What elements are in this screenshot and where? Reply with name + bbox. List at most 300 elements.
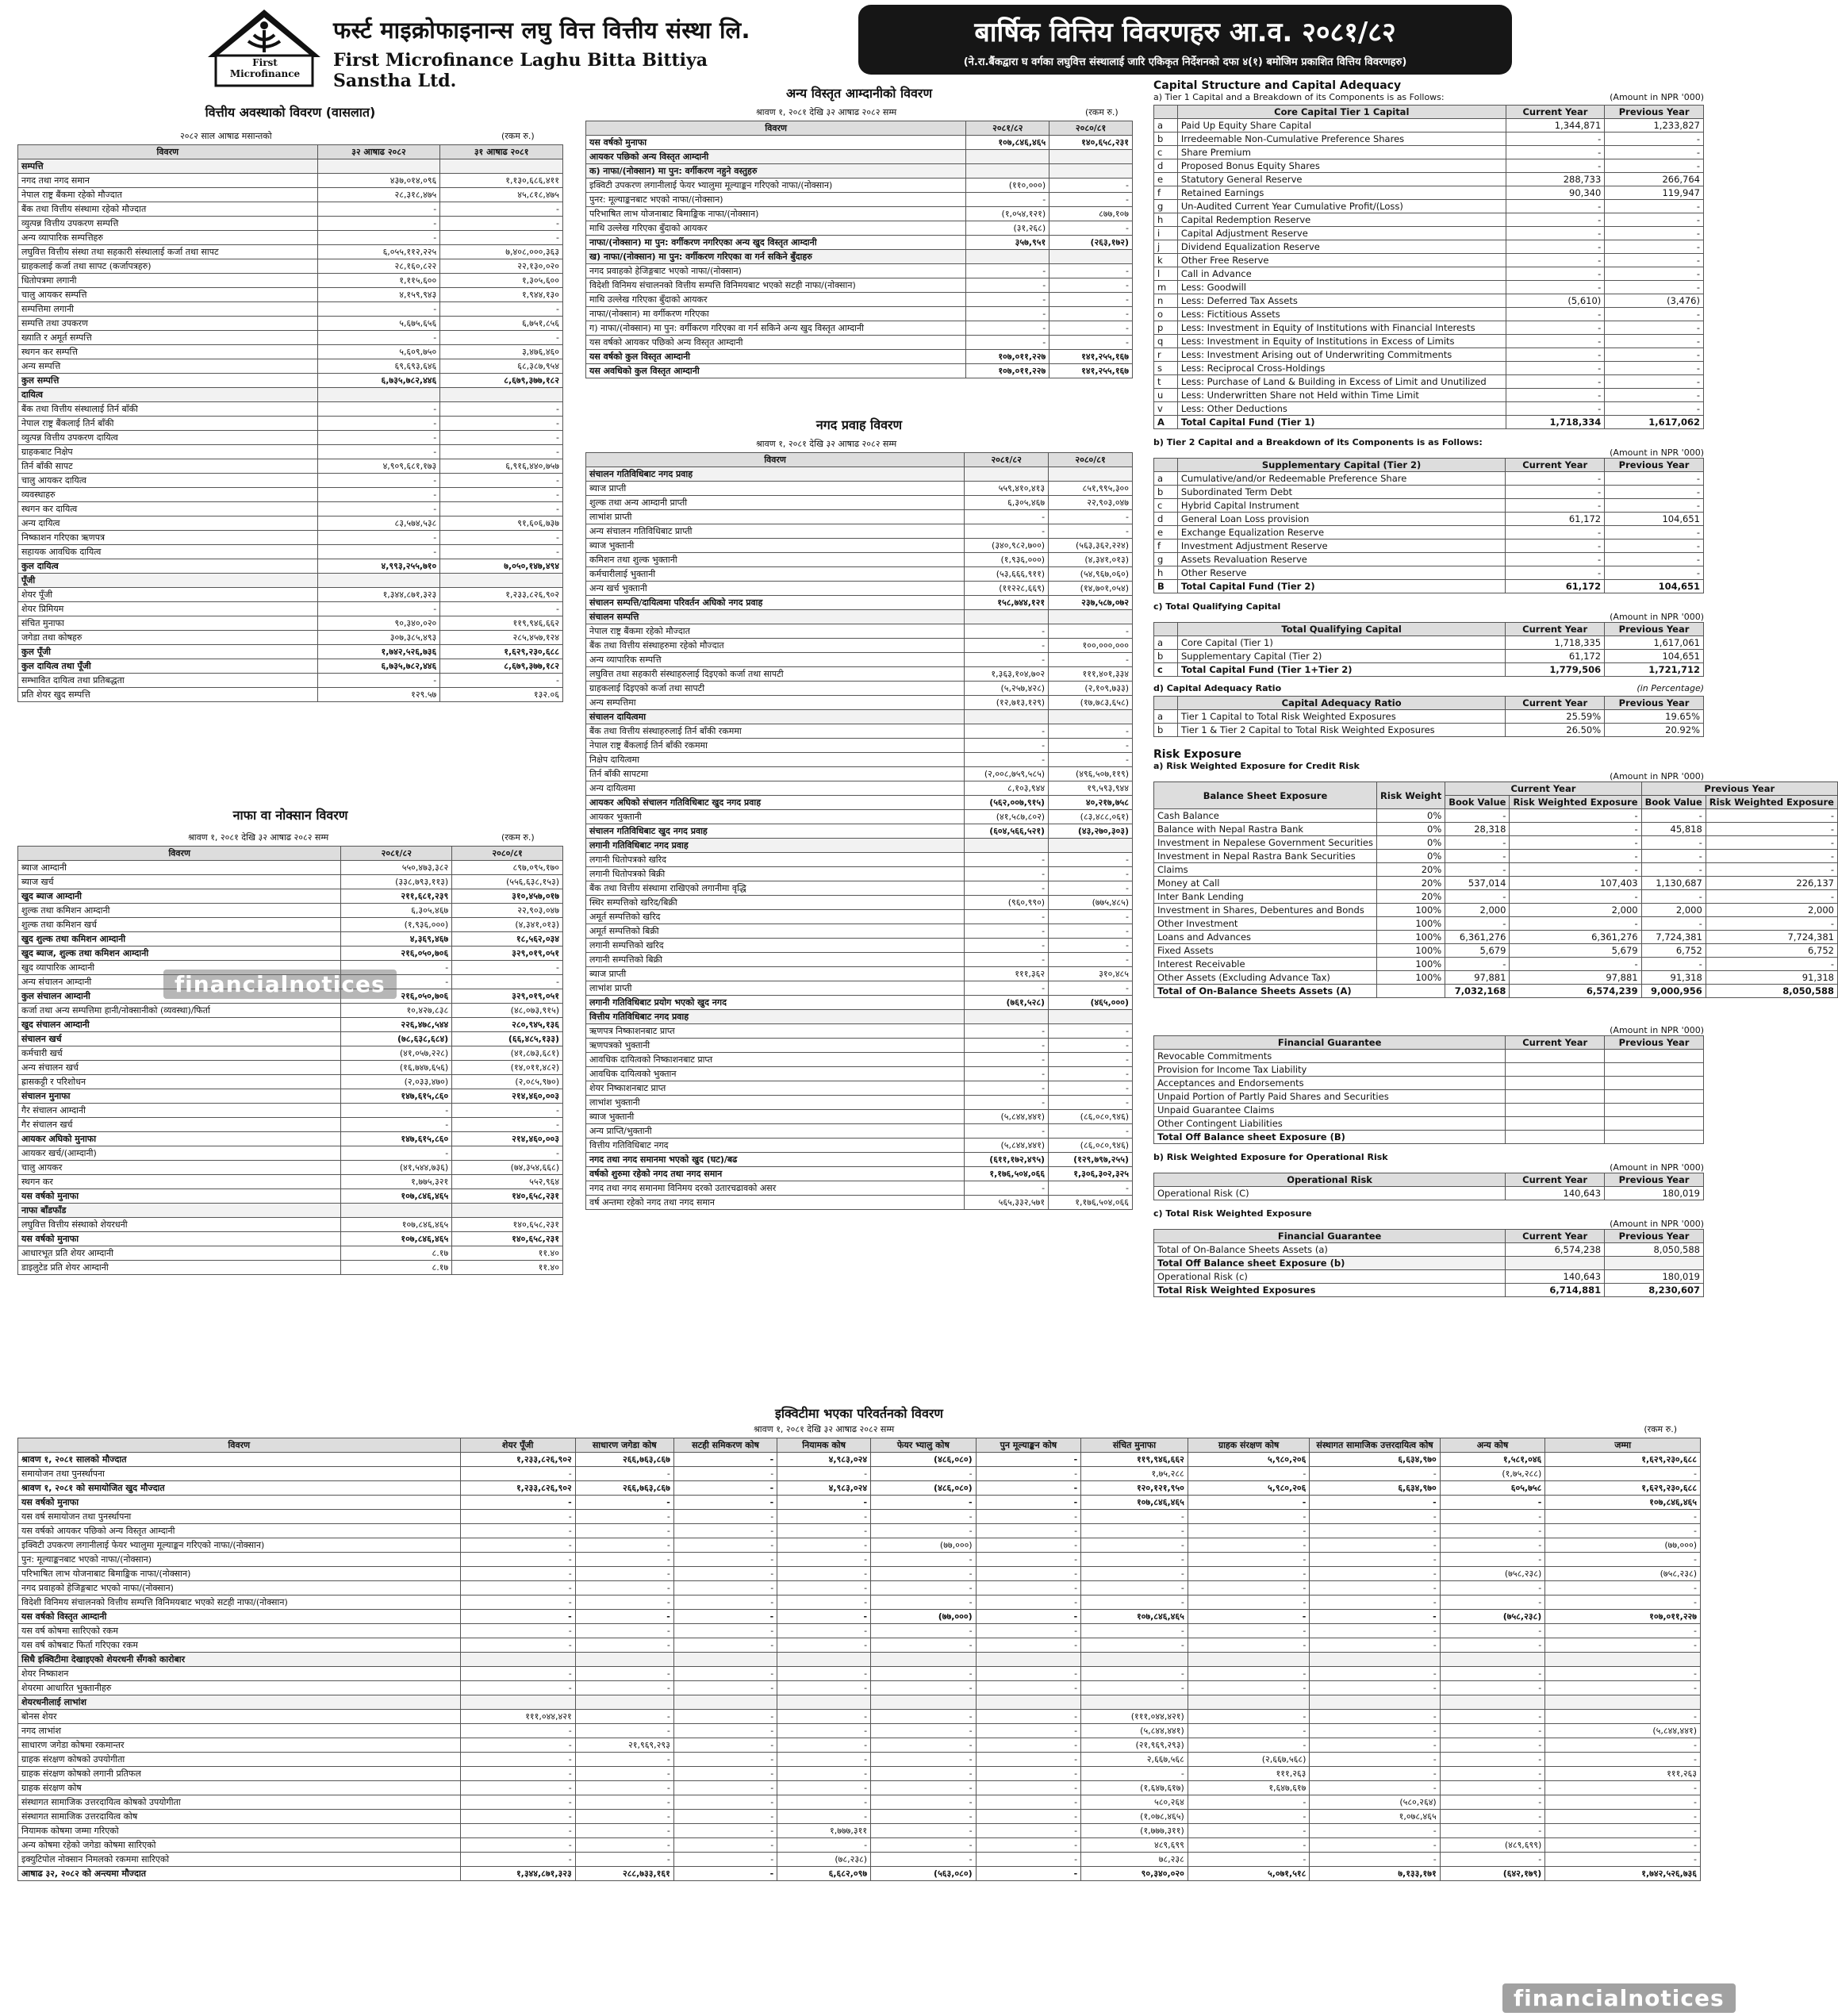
cell-value: -	[1049, 1039, 1133, 1053]
cell-value: (5,610)	[1506, 294, 1605, 308]
cell-value	[1605, 1050, 1704, 1063]
table-row	[586, 781, 1133, 796]
company-name-en: First Microfinance Laghu Bitta Bittiya Sanstha Ltd.	[333, 50, 708, 91]
cell-value	[1049, 250, 1133, 264]
row-label: Claims	[1154, 863, 1377, 877]
cell-value: २८८,७३३,१६१	[575, 1867, 673, 1881]
table-row	[18, 1638, 1701, 1653]
row-label: अन्य संचालन खर्च	[18, 1061, 341, 1075]
cell-value: (४१,०५७,२२८)	[341, 1046, 452, 1061]
cell-value: 7,032,168	[1445, 985, 1510, 998]
cell-value: 100%	[1377, 917, 1445, 931]
cell-value: -	[871, 1567, 977, 1581]
cell-value: (४८६,०८०)	[871, 1453, 977, 1467]
row-label: निक्षेप दायित्वमा	[586, 753, 965, 767]
row-label: कुल संचालन आम्दानी	[18, 989, 341, 1004]
tq-unit: (Amount in NPR '000)	[1610, 612, 1704, 622]
cell-value	[965, 710, 1049, 724]
table-row	[1154, 294, 1704, 308]
table-row	[586, 150, 1133, 164]
cell-value: ३,४७६,४६०	[440, 345, 563, 359]
row-label: विदेशी विनिमय संचालनको वित्तीय सम्पत्ति विनिमयबाट भएको सटही नाफा/(नोक्सान)	[586, 278, 966, 293]
cell-value: 104,651	[1605, 650, 1704, 663]
table-row	[18, 659, 563, 674]
cell-value: १,७७७,३११	[777, 1824, 871, 1838]
equity-changes-section	[17, 1404, 1701, 1881]
cell-value: -	[1605, 486, 1704, 499]
cell-value: 5,679	[1510, 944, 1641, 958]
cell-value	[871, 1653, 977, 1667]
cell-value: -	[673, 1681, 777, 1695]
cell-value: (८६,०८०,९४६)	[1049, 1110, 1133, 1124]
row-label: लघुवित्त तथा सहकारी संस्थाहरुलाई दिइएको कर्जा तथा सापटी	[586, 667, 965, 682]
cell-value: १,३०६,३०२,३२५	[1049, 1167, 1133, 1181]
column-header: विवरण	[18, 847, 341, 861]
cell-value: -	[440, 531, 563, 545]
cell-value: -	[1049, 510, 1133, 524]
row-label: स्थगन कर दायित्व	[18, 502, 318, 516]
cell-value: -	[965, 981, 1049, 996]
cell-value: -	[1445, 958, 1510, 971]
table-row	[586, 924, 1133, 939]
row-label: b	[1154, 650, 1178, 663]
row-label: ग) नाफा/(नोक्सान) मा पुन: वर्गीकरण गरिएका वा गर्न सकिने अन्य खुद विस्तृत आम्दानी	[586, 321, 966, 336]
cell-value: Other Free Reserve	[1177, 254, 1506, 267]
oci-date: श्रावण १, २०८१ देखि ३२ आषाढ २०८२ सम्म	[756, 107, 897, 117]
table-row	[18, 331, 563, 345]
cell-value: -	[1081, 1510, 1188, 1524]
table-row	[1154, 416, 1704, 429]
credit-unit: (Amount in NPR '000)	[1610, 771, 1704, 781]
cell-value: -	[673, 1867, 777, 1881]
table-row	[1154, 119, 1704, 132]
cell-value: -	[452, 1146, 563, 1161]
cell-value: (७८,२३८)	[777, 1853, 871, 1867]
cell-value: -	[871, 1510, 977, 1524]
column-header: २०८१/८२	[966, 121, 1049, 136]
row-label: वित्तीय गतिविधिबाट नगद	[586, 1139, 965, 1153]
cell-value: 19.65%	[1605, 710, 1704, 724]
cell-value: -	[1310, 1467, 1440, 1481]
cell-value: (४८६,०८०)	[871, 1481, 977, 1496]
cell-value: -	[1440, 1824, 1545, 1838]
cell-value: 0%	[1377, 836, 1445, 850]
company-name-np: फर्स्ट माइक्रोफाइनान्स लघु वित्त वित्तीय संस्था लि.	[333, 17, 750, 44]
row-label: आयकर अघिको मुनाफा	[18, 1132, 341, 1146]
row-label: कर्मचारी खर्च	[18, 1046, 341, 1061]
cell-value: -	[1445, 809, 1510, 823]
cell-value: -	[1545, 1753, 1701, 1767]
cell-value: 20%	[1377, 877, 1445, 890]
equity-table	[17, 1438, 1701, 1881]
column-header: Previous Year	[1605, 459, 1704, 472]
cell-value: -	[1188, 1638, 1310, 1653]
table-row	[18, 1218, 563, 1232]
cell-value: -	[1545, 1624, 1701, 1638]
cell-value	[1081, 1653, 1188, 1667]
cell-value: १११,४०१,३३४	[1049, 667, 1133, 682]
cell-value: १,५८१,०४६	[1440, 1453, 1545, 1467]
row-label: ग्राहकलाई कर्जा तथा सापट (कर्जापत्रहरु)	[18, 259, 318, 274]
table-row	[1154, 513, 1704, 526]
cell-value: -	[460, 1781, 575, 1795]
row-label: स्थगन कर	[18, 1175, 341, 1189]
row-label: बैंक तथा वित्तीय संस्थामा रहेको मौज्दात	[18, 202, 318, 217]
cell-value: -	[575, 1610, 673, 1624]
table-row	[1154, 553, 1704, 566]
table-row	[586, 350, 1133, 364]
cell-value: -	[1506, 146, 1605, 159]
table-row	[18, 1032, 563, 1046]
cell-value: -	[965, 739, 1049, 753]
cell-value: -	[1506, 281, 1605, 294]
cell-value	[976, 1653, 1081, 1667]
row-label: ब्याज भुक्तानी	[586, 539, 965, 553]
row-label: पुन: मूल्याङ्कनबाट भएको नाफा/(नोक्सान)	[18, 1553, 461, 1567]
column-header: Current Year	[1506, 1230, 1605, 1243]
column-header: Financial Guarantee	[1154, 1036, 1506, 1050]
cell-value: -	[1506, 472, 1605, 486]
table-row	[18, 531, 563, 545]
cell-value: -	[1049, 939, 1133, 953]
table-row	[586, 1181, 1133, 1196]
cell-value: -	[871, 1753, 977, 1767]
row-label: तिर्न बाँकी सापटमा	[586, 767, 965, 781]
cell-value: 8,230,607	[1605, 1284, 1704, 1297]
row-label: पूँजी	[18, 574, 318, 588]
row-label: शुल्क तथा कमिशन खर्च	[18, 918, 341, 932]
cell-value: (२,००८,७५९,५८५)	[965, 767, 1049, 781]
equity-unit: (रकम रु.)	[1644, 1424, 1677, 1434]
column-header: शेयर पूँजी	[460, 1438, 575, 1453]
cell-value: -	[1188, 1567, 1310, 1581]
cell-value	[1605, 1117, 1704, 1131]
cell-value: -	[317, 202, 440, 217]
row-label: ग्राहक संरक्षण कोषको लगानी प्रतिफल	[18, 1767, 461, 1781]
row-label: लाभांश भुक्तानी	[586, 1096, 965, 1110]
cell-value: -	[1545, 1638, 1701, 1653]
cell-value: २१,९६९,२९३	[575, 1738, 673, 1753]
row-label: स्थगन कर सम्पत्ति	[18, 345, 318, 359]
column-header: Current Year	[1506, 623, 1605, 636]
row-label: खुद ब्याज आम्दानी	[18, 889, 341, 904]
table-row	[18, 1261, 563, 1275]
cell-value: -	[1445, 890, 1510, 904]
table-row	[18, 947, 563, 961]
table-row	[18, 1810, 1701, 1824]
table-row	[1154, 958, 1838, 971]
row-label: नगद प्रवाहको हेजिङ्गबाट भएको नाफा/(नोक्सान)	[586, 264, 966, 278]
cell-value	[575, 1653, 673, 1667]
cell-value: -	[1310, 1781, 1440, 1795]
cell-value: -	[871, 1624, 977, 1638]
table-row	[18, 1524, 1701, 1538]
cell-value: -	[1605, 281, 1704, 294]
cell-value: -	[871, 1824, 977, 1838]
cell-value: -	[1641, 863, 1706, 877]
total-qualifying-title: c) Total Qualifying Capital	[1153, 601, 1281, 612]
row-label: खुद संचालन आम्दानी	[18, 1018, 341, 1032]
cell-value: १४१,२५५,१६७	[1049, 350, 1133, 364]
table-row	[18, 445, 563, 459]
cell-value: -	[777, 1738, 871, 1753]
row-label: अन्य प्राप्ति/भुक्तानी	[586, 1124, 965, 1139]
table-row	[18, 1653, 1701, 1667]
car-title: d) Capital Adequacy Ratio	[1153, 683, 1282, 693]
profit-loss-unit: (रकम रु.)	[501, 832, 535, 843]
cell-value: -	[317, 445, 440, 459]
table-row	[18, 474, 563, 488]
table-row	[1154, 890, 1838, 904]
cell-value: ४,१५९,९४३	[317, 288, 440, 302]
cell-value: Less: Purchase of Land & Building in Excess of Limit and Unutilized	[1177, 375, 1506, 389]
table-row	[586, 221, 1133, 236]
cell-value: 226,137	[1706, 877, 1837, 890]
cell-value: -	[1081, 1624, 1188, 1638]
cell-value: -	[965, 1181, 1049, 1196]
cell-value: -	[1605, 200, 1704, 213]
row-label: नगद तथा नगद समानमा विनिमय दरको उतारचढावको असर	[586, 1181, 965, 1196]
cell-value: -	[1506, 132, 1605, 146]
row-label: c	[1154, 146, 1178, 159]
cell-value: -	[673, 1610, 777, 1624]
row-label: संचालन मुनाफा	[18, 1089, 341, 1104]
table-row	[586, 810, 1133, 824]
cell-value: -	[440, 488, 563, 502]
cell-value: २२,९०३,०४७	[452, 904, 563, 918]
cell-value	[1545, 1695, 1701, 1710]
column-header: विवरण	[586, 121, 966, 136]
table-row	[1154, 227, 1704, 240]
cell-value: ३५७,९५१	[966, 236, 1049, 250]
cell-value: -	[1049, 881, 1133, 896]
cell-value: २११,६८१,२३९	[341, 889, 452, 904]
table-row	[586, 467, 1133, 482]
cell-value: -	[1510, 958, 1641, 971]
cell-value: -	[966, 193, 1049, 207]
balance-sheet-table	[17, 144, 563, 702]
cell-value	[1506, 1050, 1605, 1063]
cell-value: -	[440, 545, 563, 559]
cell-value: -	[1510, 836, 1641, 850]
row-label: संस्थागत सामाजिक उत्तरदायित्व कोष	[18, 1810, 461, 1824]
cell-value: -	[1605, 159, 1704, 173]
table-row	[586, 953, 1133, 967]
cell-value: १,२३३,८२६,९०२	[440, 588, 563, 602]
cell-value: (४,३४१,०१३)	[1049, 553, 1133, 567]
row-label: अमूर्त सम्पत्तिको बिक्री	[586, 924, 965, 939]
cell-value: -	[1506, 240, 1605, 254]
balance-sheet-date: २०८२ साल आषाढ मसान्तको	[180, 131, 272, 141]
table-row	[18, 388, 563, 402]
cell-value: -	[673, 1781, 777, 1795]
table-row	[586, 653, 1133, 667]
cell-value: -	[976, 1853, 1081, 1867]
row-label: Operational Risk (c)	[1154, 1270, 1506, 1284]
cell-value: -	[317, 474, 440, 488]
table-row	[1154, 499, 1704, 513]
cell-value: -	[1310, 1667, 1440, 1681]
cell-value	[1605, 1090, 1704, 1104]
cell-value: (१,०५४,१२१)	[966, 207, 1049, 221]
table-row	[18, 1481, 1701, 1496]
cell-value	[1605, 1257, 1704, 1270]
table-row	[18, 174, 563, 188]
cell-value: -	[440, 602, 563, 616]
cell-value: -	[575, 1581, 673, 1596]
cell-value: -	[341, 1146, 452, 1161]
table-row	[1154, 1077, 1704, 1090]
cell-value: -	[317, 545, 440, 559]
cell-value: (१४,७०१,०५४)	[1049, 582, 1133, 596]
cell-value: (२६३,१७२)	[1049, 236, 1133, 250]
cell-value: -	[673, 1467, 777, 1481]
cell-value: -	[1188, 1810, 1310, 1824]
table-row	[1154, 1270, 1704, 1284]
table-row	[18, 918, 563, 932]
cell-value: (६०४,५६६,५२१)	[965, 824, 1049, 839]
row-label: शेयर निष्काशन	[18, 1667, 461, 1681]
row-label: लाभांश प्राप्ती	[586, 510, 965, 524]
cell-value: -	[1049, 293, 1133, 307]
cell-value: 1,344,871	[1506, 119, 1605, 132]
cell-value: -	[1641, 850, 1706, 863]
table-row	[586, 981, 1133, 996]
cell-value: १११,२६३	[1188, 1767, 1310, 1781]
cell-value: -	[871, 1710, 977, 1724]
cell-value: -	[460, 1581, 575, 1596]
cell-value	[1081, 1695, 1188, 1710]
cell-value: -	[1605, 267, 1704, 281]
cell-value: -	[777, 1467, 871, 1481]
cell-value: 140,643	[1506, 1187, 1605, 1200]
row-label: q	[1154, 335, 1178, 348]
table-row	[1154, 823, 1838, 836]
cell-value: -	[965, 1124, 1049, 1139]
cell-value: Core Capital (Tier 1)	[1177, 636, 1505, 650]
cell-value: -	[871, 1553, 977, 1567]
table-row	[1154, 132, 1704, 146]
cell-value: -	[1310, 1510, 1440, 1524]
row-label: साधारण जगेडा कोषमा रकमान्तर	[18, 1738, 461, 1753]
cell-value: -	[575, 1824, 673, 1838]
table-row	[18, 502, 563, 516]
cell-value	[871, 1695, 977, 1710]
cell-value: -	[673, 1838, 777, 1853]
cell-value: २१६,०५०,७०६	[341, 989, 452, 1004]
cell-value	[965, 1010, 1049, 1024]
cell-value: -	[673, 1624, 777, 1638]
cell-value: ४८९,६९९	[1081, 1838, 1188, 1853]
cell-value: (५६३,०८०)	[871, 1867, 977, 1881]
row-label: शेयरमा आधारित भुक्तानीहरु	[18, 1681, 461, 1695]
table-row	[1154, 1117, 1704, 1131]
cell-value	[317, 388, 440, 402]
row-label: ह्रासकट्टी र परिशोधन	[18, 1075, 341, 1089]
table-row	[18, 1161, 563, 1175]
cell-value: -	[440, 674, 563, 688]
cell-value: -	[1445, 850, 1510, 863]
cell-value: (५३,६६६,९११)	[965, 567, 1049, 582]
cell-value: -	[1188, 1553, 1310, 1567]
cell-value: (११०,०००)	[966, 179, 1049, 193]
table-row	[586, 624, 1133, 639]
cell-value: -	[1706, 863, 1837, 877]
cell-value: 61,172	[1506, 580, 1605, 593]
cash-flow-date: श्रावण १, २०८१ देखि ३२ आषाढ २०८२ सम्म	[756, 439, 897, 449]
cell-value: -	[440, 217, 563, 231]
row-label: ग्राहकबाट निक्षेप	[18, 445, 318, 459]
row-label: h	[1154, 213, 1178, 227]
cell-value: (४१,८७३,६८१)	[452, 1046, 563, 1061]
table-row	[586, 753, 1133, 767]
cell-value: (३४०,९८२,७००)	[965, 539, 1049, 553]
row-label: यस वर्षको विस्तृत आम्दानी	[18, 1610, 461, 1624]
cell-value	[976, 1695, 1081, 1710]
tier1-unit: (Amount in NPR '000)	[1610, 92, 1704, 102]
cell-value: -	[1310, 1524, 1440, 1538]
cell-value: २८,३१८,४७५	[317, 188, 440, 202]
table-row	[586, 839, 1133, 853]
cell-value: 1,233,827	[1605, 119, 1704, 132]
table-row	[18, 1724, 1701, 1738]
cell-value: १४७,६१५,८६०	[341, 1089, 452, 1104]
cell-value: -	[1440, 1753, 1545, 1767]
row-label: वर्षको शुरुमा रहेको नगद तथा नगद समान	[586, 1167, 965, 1181]
cell-value: ३१०,४८५	[1049, 967, 1133, 981]
cell-value: १०७,८४६,४६५	[1081, 1610, 1188, 1624]
cell-value: (१२,७१३,१२९)	[965, 696, 1049, 710]
table-row	[586, 236, 1133, 250]
cell-value: 0%	[1377, 823, 1445, 836]
cell-value: -	[1605, 402, 1704, 416]
cell-value: (१,०७८,४६५)	[1081, 1810, 1188, 1824]
cell-value: -	[1506, 321, 1605, 335]
cell-value: -	[871, 1496, 977, 1510]
row-label: व्यवस्थाहरु	[18, 488, 318, 502]
cell-value: (७८,६३८,६८४)	[341, 1032, 452, 1046]
cell-value: Capital Redemption Reserve	[1177, 213, 1506, 227]
cell-value: Less: Investment Arising out of Underwriting Commitments	[1177, 348, 1506, 362]
cell-value: ६,७३५,७८२,४४६	[317, 659, 440, 674]
balance-sheet-section	[17, 103, 563, 702]
row-label: आषाढ ३२, २०८२ को अन्त्यमा मौज्दात	[18, 1867, 461, 1881]
row-label: खुद ब्याज, शुल्क तथा कमिशन आम्दानी	[18, 947, 341, 961]
cell-value: १,२३३,८२६,९०२	[460, 1453, 575, 1467]
cell-value: -	[1310, 1738, 1440, 1753]
tier1-table	[1153, 105, 1704, 429]
cell-value: ६०५,७५८	[1440, 1481, 1545, 1496]
row-label: कुल पूँजी	[18, 645, 318, 659]
cell-value: २८,१६०,८२२	[317, 259, 440, 274]
cell-value: -	[1049, 321, 1133, 336]
cell-value: -	[1049, 278, 1133, 293]
table-row	[1154, 402, 1704, 416]
row-label: A	[1154, 416, 1178, 429]
cell-value: १०७,०११,२२७	[966, 350, 1049, 364]
cell-value: (५८०,२६४)	[1310, 1795, 1440, 1810]
row-label: ग्राहक संरक्षण कोष	[18, 1781, 461, 1795]
cell-value: (१२९,७९७,२५५)	[1049, 1153, 1133, 1167]
cell-value: -	[1545, 1510, 1701, 1524]
cell-value: -	[1510, 809, 1641, 823]
table-row	[18, 545, 563, 559]
row-label: क) नाफा/(नोक्सान) मा पुन: वर्गीकरण नहुने वस्तुहरु	[586, 164, 966, 179]
row-label: Money at Call	[1154, 877, 1377, 890]
cell-value: -	[460, 1496, 575, 1510]
cell-value: -	[1545, 1596, 1701, 1610]
cell-value: -	[965, 753, 1049, 767]
